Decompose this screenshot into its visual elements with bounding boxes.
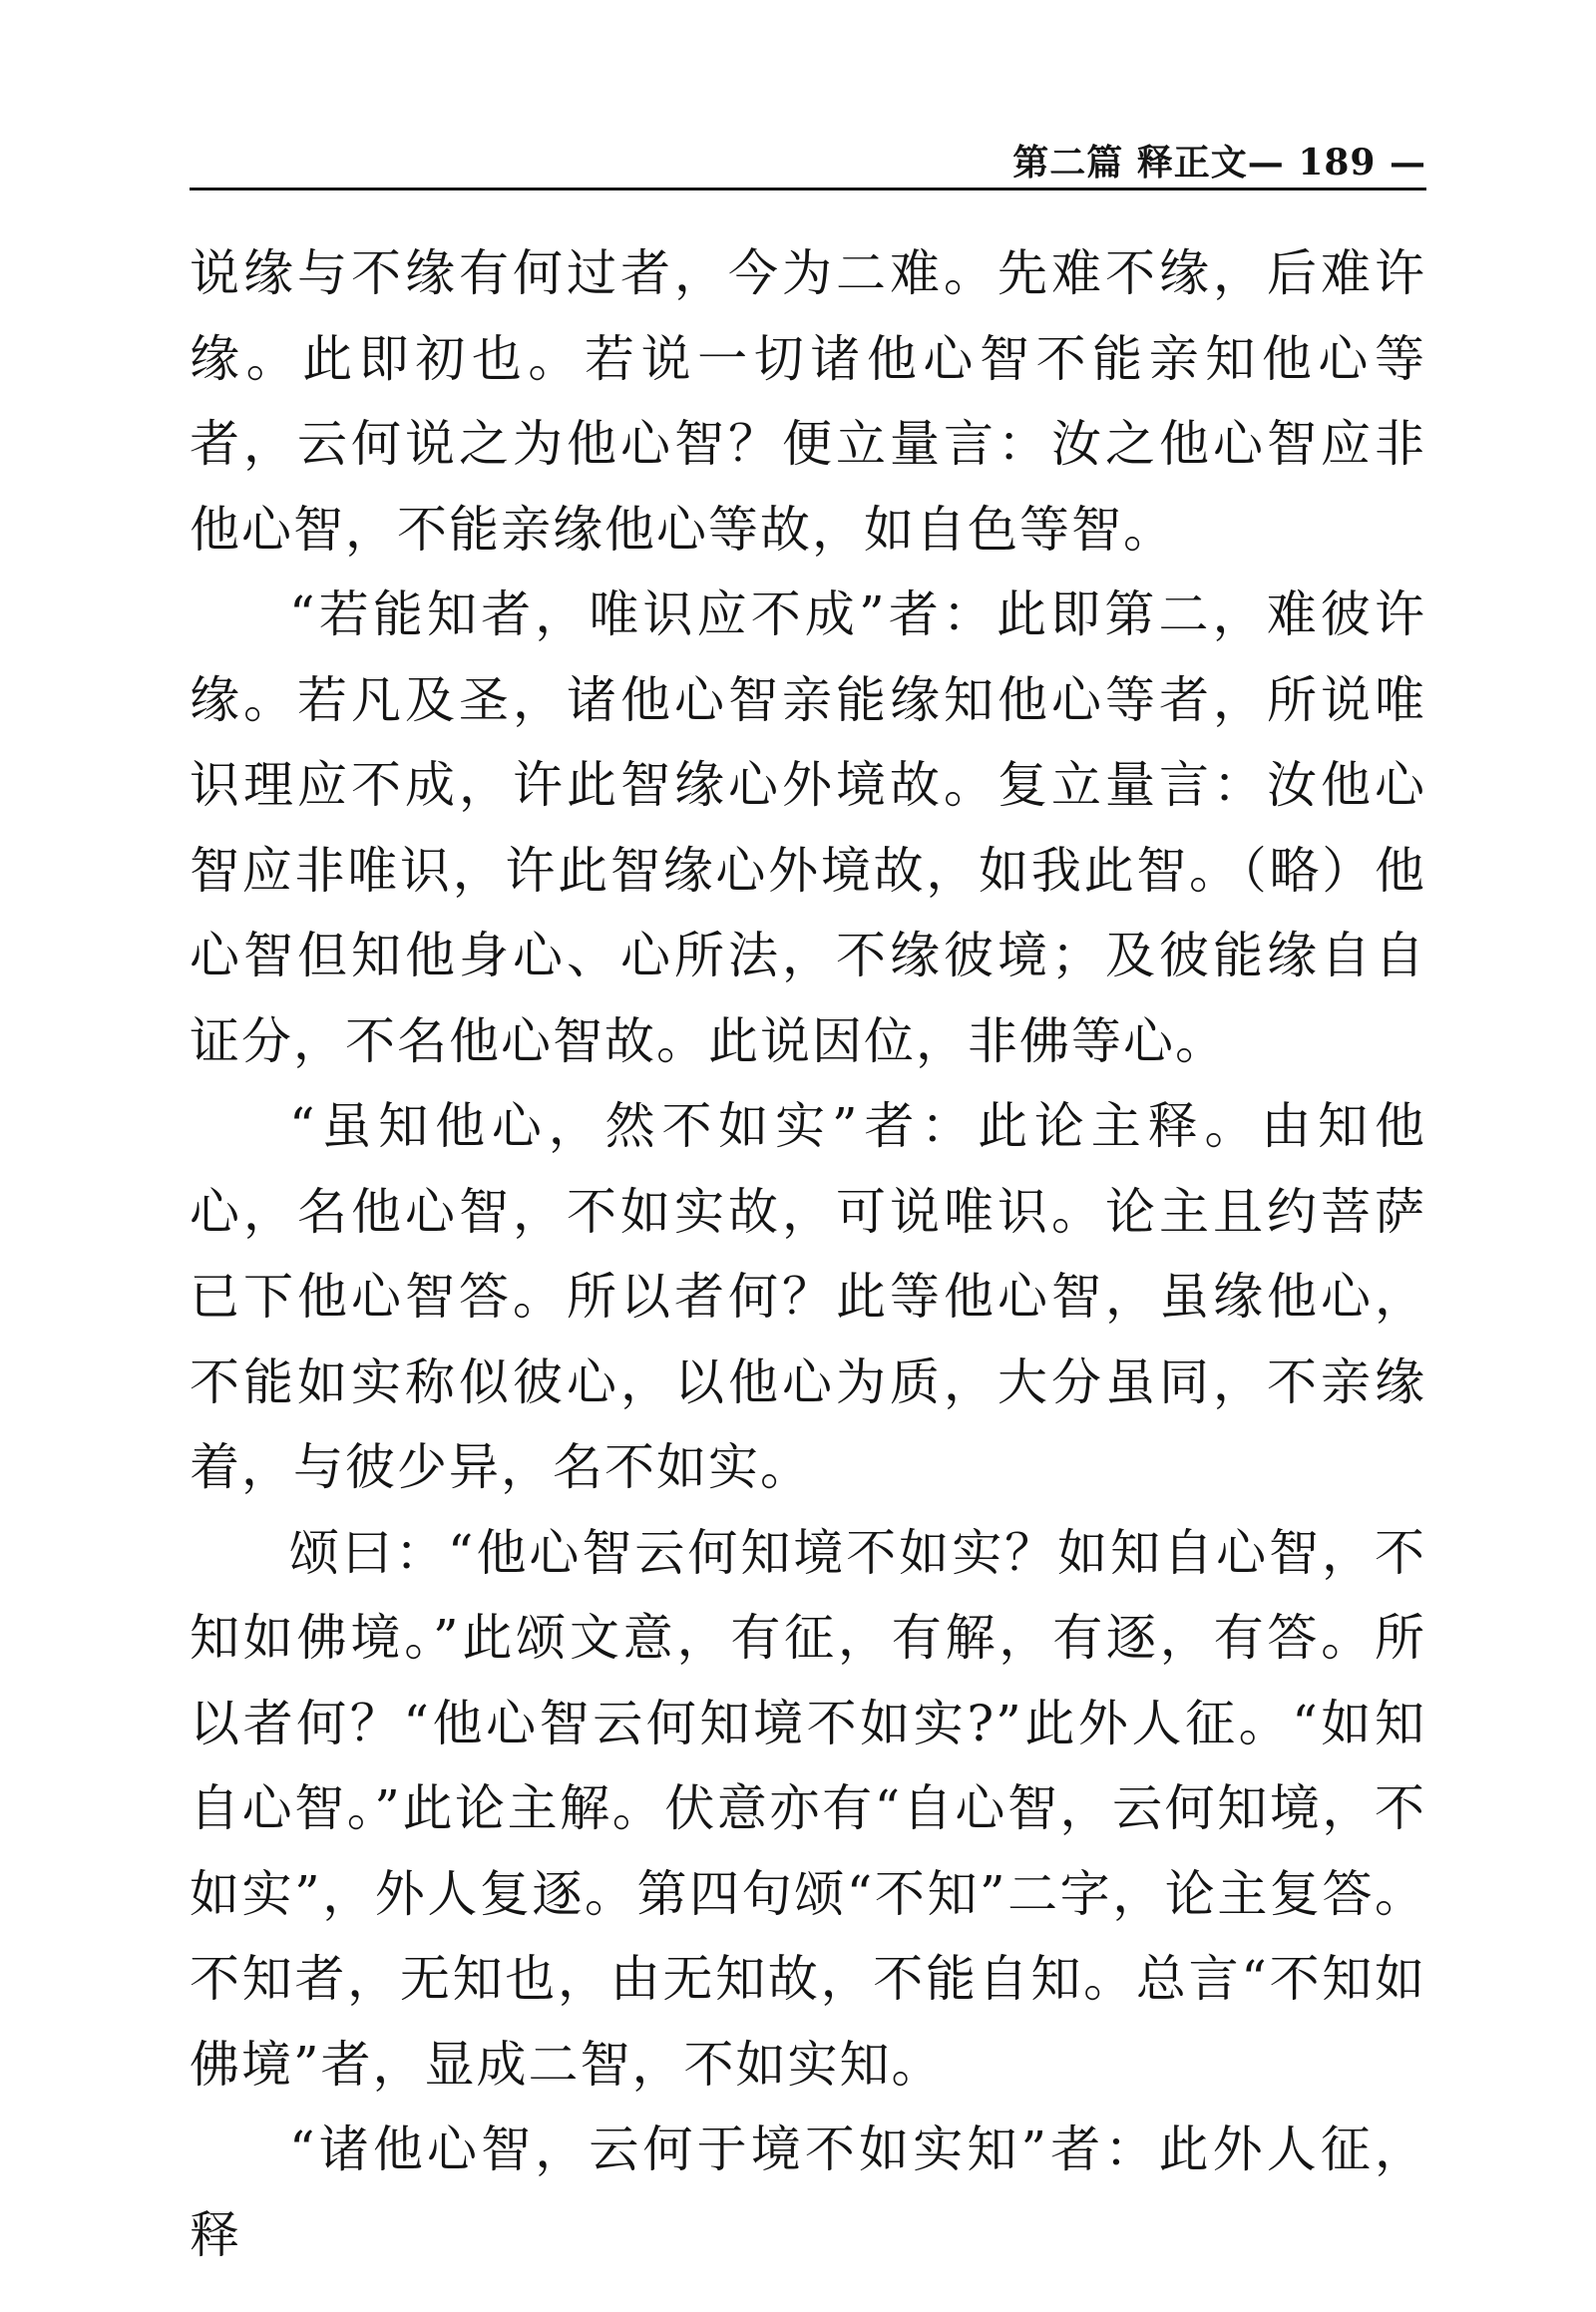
paragraph-4: 颂曰：“他心智云何知境不如实？如知自心智，不知如佛境。”此颂文意，有征，有解，有逐，有答。所以者何？“他心智云何知境不如实?”此外人征。“如知自心智。”此论主解。伏意亦有“自心智，云何知境，不如实”，外人复逐。第四句颂“不知”二字，论主复答。不知者，无知也，由无知故，不能自知。总言“不知如佛境”者，显成二智，不如实知。	[190, 1523, 1426, 2094]
paragraph-2: “若能知者，唯识应不成”者：此即第二，难彼许缘。若凡及圣，诸他心智亲能缘知他心等者，所说唯识理应不成，许此智缘心外境故。复立量言：汝他心智应非唯识，许此智缘心外境故，如我此智。（略）他心智但知他身心、心所法，不缘彼境；及彼能缘自自证分，不名他心智故。此说因位，非佛等心。	[190, 585, 1426, 1070]
paragraph-3: “虽知他心，然不如实”者：此论主释。由知他心，名他心智，不如实故，可说唯识。论主且约菩萨已下他心智答。所以者何？此等他心智，虽缘他心，不能如实称似彼心，以他心为质，大分虽同，不亲缘着，与彼少异，名不如实。	[190, 1097, 1426, 1496]
body-text	[190, 231, 1426, 2278]
paragraph-1: 说缘与不缘有何过者，今为二难。先难不缘，后难许缘。此即初也。若说一切诸他心智不能亲知他心等者，云何说之为他心智？便立量言：汝之他心智应非他心智，不能亲缘他心等故，如自色等智。	[190, 244, 1426, 559]
paragraph-5: “诸他心智，云何于境不如实知”者：此外人征，释	[190, 2120, 1426, 2264]
running-header: 第二篇 释正文— 189 —	[1012, 142, 1426, 184]
header-rule	[190, 188, 1426, 191]
